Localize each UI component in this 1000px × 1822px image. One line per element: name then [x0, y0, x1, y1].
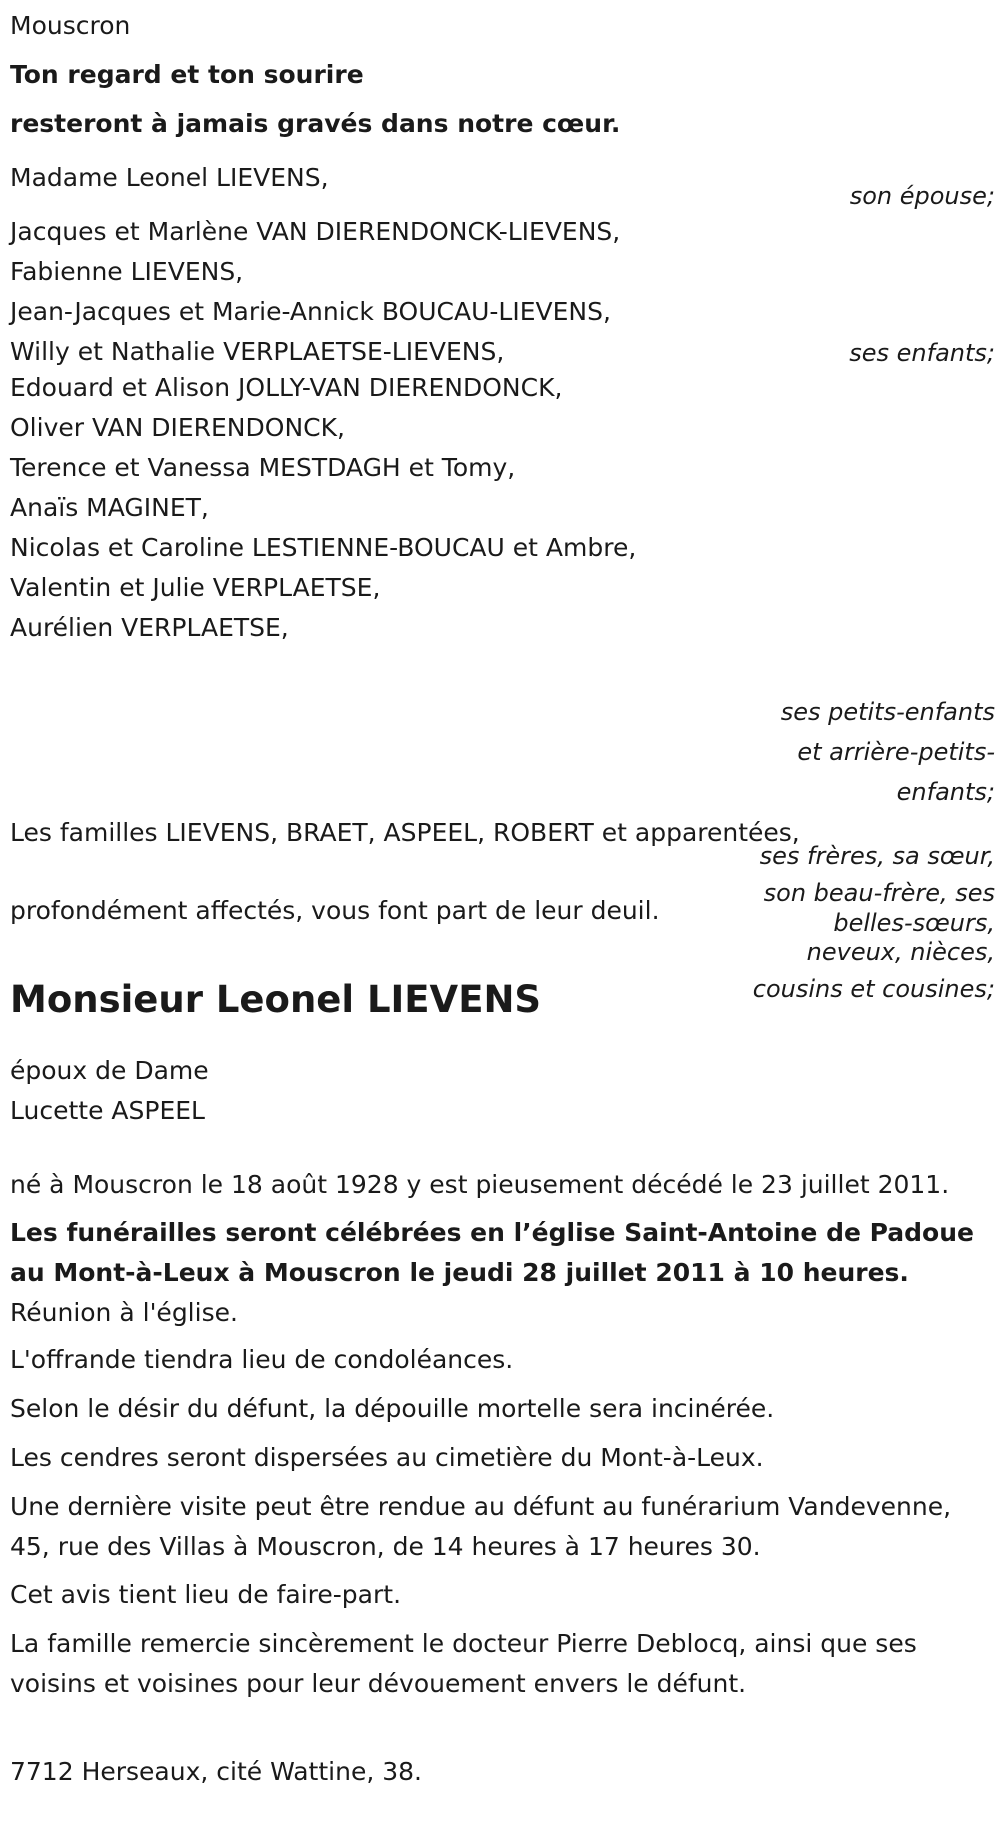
spouse-name: Madame Leonel LIEVENS,	[10, 163, 329, 192]
grandchild-entry: Aurélien VERPLAETSE,	[10, 613, 289, 642]
motto-line-1: Ton regard et ton sourire	[10, 60, 364, 89]
grandchildren-list	[10, 368, 636, 648]
children-list	[10, 212, 620, 372]
families-role	[753, 838, 995, 1008]
children-role: ses enfants;	[849, 339, 995, 367]
birth-death-text: né à Mouscron le 18 août 1928 y est pieusement décédé le 23 juillet 2011.	[10, 1170, 950, 1199]
grandchildren-role-line: et arrière-petits-	[797, 738, 995, 766]
grandchild-entry: Oliver VAN DIERENDONCK,	[10, 413, 345, 442]
grandchild-entry: Anaïs MAGINET,	[10, 493, 209, 522]
deceased-spouse	[10, 1051, 209, 1131]
funeral-details: Les funérailles seront célébrées en l’église Saint-Antoine de Padoue au Mont-à-Leux à Mouscron le jeudi 28 juillet 2011 à 10 heures.	[10, 1218, 974, 1287]
spouse-role: son épouse;	[849, 182, 995, 210]
deceased-name: Monsieur Leonel LIEVENS	[10, 978, 542, 1021]
cremation-text: Selon le désir du défunt, la dépouille mortelle sera incinérée.	[10, 1394, 775, 1423]
child-entry: Fabienne LIEVENS,	[10, 257, 244, 286]
visit-text: Une dernière visite peut être rendue au défunt au funérarium Vandevenne, 45, rue des Villas à Mouscron, de 14 heures à 17 heures 30.	[10, 1492, 952, 1561]
grandchildren-role	[781, 692, 995, 812]
families-role-line: cousins et cousines;	[752, 975, 995, 1003]
families-line: Les familles LIEVENS, BRAET, ASPEEL, ROBERT et apparentées,	[10, 818, 800, 847]
funeral-gathering: Réunion à l'église.	[10, 1298, 238, 1327]
grandchild-entry: Edouard et Alison JOLLY-VAN DIERENDONCK,	[10, 373, 563, 402]
grandchildren-role-line: enfants;	[896, 778, 995, 806]
deceased-spouse-line: Lucette ASPEEL	[10, 1096, 205, 1125]
funeral-paragraph	[10, 1213, 995, 1333]
child-entry: Willy et Nathalie VERPLAETSE-LIEVENS,	[10, 337, 505, 366]
grandchild-entry: Valentin et Julie VERPLAETSE,	[10, 573, 381, 602]
child-entry: Jacques et Marlène VAN DIERENDONCK-LIEVENS,	[10, 217, 621, 246]
notice-text: Cet avis tient lieu de faire-part.	[10, 1580, 402, 1609]
families-role-line: son beau-frère, ses	[763, 879, 995, 907]
thanks-text: La famille remercie sincèrement le docteur Pierre Deblocq, ainsi que ses voisins et voisines pour leur dévouement envers le défunt.	[10, 1629, 917, 1698]
grandchild-entry: Nicolas et Caroline LESTIENNE-BOUCAU et Ambre,	[10, 533, 637, 562]
offering-text: L'offrande tiendra lieu de condoléances.	[10, 1345, 514, 1374]
address-text: 7712 Herseaux, cité Wattine, 38.	[10, 1757, 422, 1786]
families-role-line: belles-sœurs,	[833, 909, 995, 937]
grandchild-entry: Terence et Vanessa MESTDAGH et Tomy,	[10, 453, 516, 482]
affected-line: profondément affectés, vous font part de leur deuil.	[10, 896, 660, 925]
families-role-line: ses frères, sa sœur,	[759, 842, 995, 870]
motto-line-2: resteront à jamais gravés dans notre cœur.	[10, 109, 621, 138]
families-role-line: neveux, nièces,	[806, 938, 995, 966]
grandchildren-role-line: ses petits-enfants	[780, 698, 995, 726]
child-entry: Jean-Jacques et Marie-Annick BOUCAU-LIEVENS,	[10, 297, 611, 326]
deceased-spouse-line: époux de Dame	[10, 1056, 209, 1085]
ashes-text: Les cendres seront dispersées au cimetière du Mont-à-Leux.	[10, 1443, 764, 1472]
city-name: Mouscron	[10, 11, 131, 40]
